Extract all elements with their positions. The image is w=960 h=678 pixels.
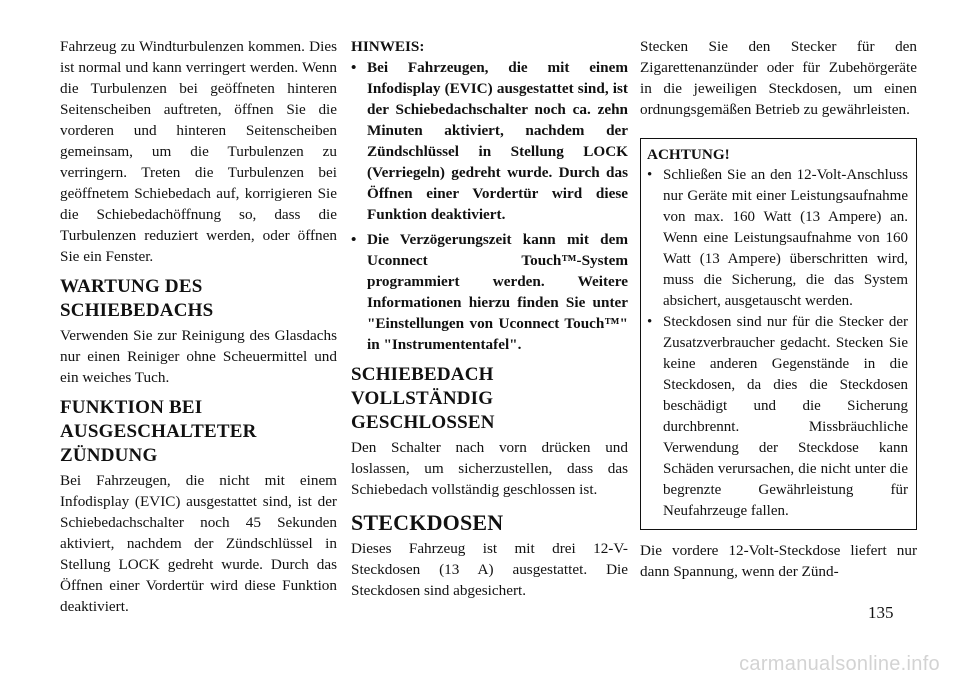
column-left — [60, 36, 337, 617]
caution-item: • Steckdosen sind nur für die Stecker der Zusatzverbraucher gedacht. Stecken Sie keine anderen Gegenstände in die Steckdosen, da dies die Steckdosen beschädigt und die Sicherung durchbrennt. Missbräuchliche Verwendung der Steckdose kann Schäden verursachen, die nicht unter die begrenzte Gewährleistung für Neufahrzeuge fallen. — [647, 312, 908, 522]
body-paragraph: Die vordere 12-Volt-Steckdose liefert nur dann Spannung, wenn der Zünd- — [640, 542, 917, 580]
note-item: • Die Verzögerungszeit kann mit dem Uconnect Touch™-System programmiert werden. Weitere Informationen hierzu finden Sie unter "Einstellungen von Uconnect Touch™" in "Instrumententafel". — [351, 229, 628, 355]
column-middle — [351, 36, 628, 601]
section-heading-ignition-off-function: FUNKTION BEI AUSGESCHALTETER ZÜNDUNG — [60, 397, 257, 466]
body-paragraph: Stecken Sie den Stecker für den Zigarettenanzünder oder für Zubehörgeräte in die jeweiligen Steckdosen, um einen ordnungsgemäßen Betrieb zu gewährleisten. — [640, 38, 917, 118]
section-heading-power-outlets: STECKDOSEN — [351, 510, 504, 535]
body-paragraph: Bei Fahrzeugen, die nicht mit einem Infodisplay (EVIC) ausgestattet sind, ist der Schiebedachschalter noch 45 Sekunden aktiviert, nachdem der Zündschlüssel in Stellung LOCK gedreht wurde. Durch das Öffnen einer Vordertür wird diese Funktion deaktiviert. — [60, 472, 337, 615]
column-right — [640, 36, 917, 582]
note-item: • Bei Fahrzeugen, die mit einem Infodisplay (EVIC) ausgestattet sind, ist der Schiebedachschalter noch ca. zehn Minuten aktiviert, nachdem der Zündschlüssel in Stellung LOCK (Verriegeln) gedreht wurde. Durch das Öffnen einer Vordertür wird diese Funktion deaktiviert. — [351, 57, 628, 225]
section-heading-sunroof-maintenance: WARTUNG DES SCHIEBEDACHS — [60, 276, 214, 321]
note-label: HINWEIS: — [351, 38, 425, 55]
watermark: carmanualsonline.info — [739, 653, 940, 675]
caution-label: ACHTUNG! — [647, 146, 730, 163]
note-list — [351, 57, 628, 355]
body-paragraph: Den Schalter nach vorn drücken und loslassen, um sicherzustellen, dass das Schiebedach vollständig geschlossen ist. — [351, 439, 628, 498]
section-heading-sunroof-closed: SCHIEBEDACH VOLLSTÄNDIG GESCHLOSSEN — [351, 364, 495, 433]
body-paragraph: Dieses Fahrzeug ist mit drei 12-V-Steckdosen (13 A) ausgestattet. Die Steckdosen sind abgesichert. — [351, 540, 628, 599]
page-number: 135 — [868, 603, 894, 622]
body-paragraph: Fahrzeug zu Windturbulenzen kommen. Dies ist normal und kann verringert werden. Wenn die Turbulenzen bei geöffneten hinteren Seitenscheiben auftreten, öffnen Sie die vorderen und hinteren Seitenscheiben gemeinsam, um die Turbulenzen zu verringern. Treten die Turbulenzen bei geöffnetem Schiebedach auf, korrigieren Sie die Schiebedachöffnung so, dass die Turbulenzen reduziert werden, oder öffnen Sie ein Fenster. — [60, 38, 337, 265]
caution-item: • Schließen Sie an den 12-Volt-Anschluss nur Geräte mit einer Leistungsaufnahme von max. 160 Watt (13 Ampere) an. Wenn eine Leistungsaufnahme von 160 Watt (13 Ampere) überschritten wird, muss die Sicherung, die das System absichert, ausgetauscht werden. — [647, 165, 908, 312]
caution-box — [640, 138, 917, 530]
body-paragraph: Verwenden Sie zur Reinigung des Glasdachs nur einen Reiniger ohne Scheuermittel und ein weiches Tuch. — [60, 327, 337, 386]
caution-list — [647, 165, 908, 522]
